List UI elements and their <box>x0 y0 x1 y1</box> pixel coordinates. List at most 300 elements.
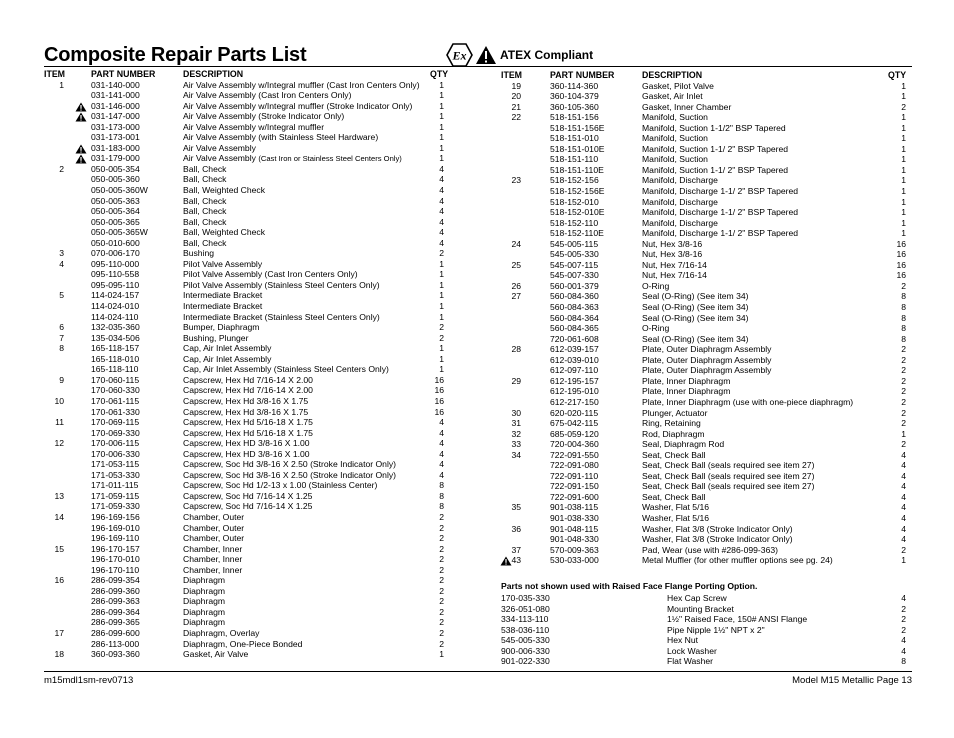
table-row <box>501 397 911 408</box>
warning-triangle-icon <box>475 45 497 65</box>
table-row <box>44 533 454 544</box>
quantity: 2 <box>901 396 906 407</box>
quantity: 16 <box>434 395 444 406</box>
part-number: 031-141-000 <box>91 90 140 101</box>
table-row <box>501 91 911 102</box>
part-description: Lock Washer <box>667 645 717 656</box>
part-description: Capscrew, Hex Hd 5/16-18 X 1.75 <box>183 417 313 428</box>
part-description: Cap, Air Inlet Assembly (Stainless Steel Centers Only) <box>183 364 389 375</box>
page-title: Composite Repair Parts List <box>44 44 307 66</box>
table-row <box>44 385 454 396</box>
part-description: Manifold, Suction 1-1/ 2" BSP Tapered <box>642 164 789 175</box>
quantity: 1 <box>901 228 906 239</box>
part-number: 901-038-330 <box>550 512 599 523</box>
quantity: 16 <box>434 406 444 417</box>
item-number: 24 <box>511 238 521 249</box>
table-row <box>501 112 911 123</box>
item-number: 6 <box>59 322 64 333</box>
table-row <box>501 355 911 366</box>
table-row <box>44 333 454 344</box>
quantity: 1 <box>901 207 906 218</box>
item-number: 43 <box>511 555 521 566</box>
part-description: Plate, Inner Diaphragm (use with one-piece diaphragm) <box>642 396 854 407</box>
part-description: Air Valve Assembly (Cast Iron Centers Only) <box>183 90 352 101</box>
item-number: 25 <box>511 259 521 270</box>
quantity: 1 <box>901 122 906 133</box>
part-number: 334-113-110 <box>501 614 549 625</box>
part-description: Manifold, Discharge <box>642 175 718 186</box>
part-description: Capscrew, Hex Hd 3/8-16 X 1.75 <box>183 395 309 406</box>
part-number: 901-022-330 <box>501 656 550 667</box>
quantity: 2 <box>901 375 906 386</box>
flange-option-parts <box>501 580 911 667</box>
quantity: 1 <box>439 269 444 280</box>
part-number: 196-170-110 <box>91 564 140 575</box>
table-row <box>44 101 454 112</box>
table-row <box>501 133 911 144</box>
quantity: 8 <box>901 323 906 334</box>
table-row <box>501 656 911 667</box>
part-description: Diaphragm <box>183 575 226 586</box>
part-description: Diaphragm <box>183 606 226 617</box>
quantity: 16 <box>434 385 444 396</box>
part-number: 165-118-110 <box>91 364 139 375</box>
quantity: 1 <box>901 91 906 102</box>
part-number: 170-060-330 <box>91 385 140 396</box>
quantity: 8 <box>901 656 906 667</box>
quantity: 1 <box>439 132 444 143</box>
table-row <box>501 365 911 376</box>
quantity: 2 <box>439 248 444 259</box>
part-number: 286-099-360 <box>91 585 140 596</box>
item-number: 4 <box>59 258 64 269</box>
table-row <box>501 593 911 604</box>
table-row <box>501 270 911 281</box>
part-description: Plate, Outer Diaphragm Assembly <box>642 354 772 365</box>
part-description: Cap, Air Inlet Assembly <box>183 343 272 354</box>
part-number: 031-140-000 <box>91 79 140 90</box>
table-row <box>44 132 454 143</box>
part-description: Ball, Check <box>183 195 227 206</box>
quantity: 1 <box>901 175 906 186</box>
part-number: 170-061-115 <box>91 395 140 406</box>
table-row <box>44 364 454 375</box>
quantity: 2 <box>439 638 444 649</box>
part-number: 171-053-115 <box>91 459 140 470</box>
header-qty: QTY <box>888 70 907 80</box>
part-number: 685-059-120 <box>550 428 599 439</box>
table-header <box>501 70 911 81</box>
part-number: 114-024-157 <box>91 290 140 301</box>
part-number: 286-099-600 <box>91 627 140 638</box>
part-number: 545-005-330 <box>550 249 599 260</box>
part-description: Air Valve Assembly w/Integral muffler (Cast Iron Centers Only) <box>183 79 420 90</box>
table-row <box>44 617 454 628</box>
part-description: Plate, Outer Diaphragm Assembly <box>642 344 772 355</box>
quantity: 2 <box>439 627 444 638</box>
table-row <box>501 291 911 302</box>
quantity: 4 <box>439 469 444 480</box>
part-number: 114-024-010 <box>91 301 140 312</box>
part-description: Seat, Check Ball <box>642 449 706 460</box>
part-description: Intermediate Bracket <box>183 301 263 312</box>
item-number: 18 <box>54 649 64 660</box>
part-number: 170-069-330 <box>91 427 140 438</box>
part-description: Ball, Check <box>183 206 227 217</box>
quantity: 4 <box>439 448 444 459</box>
table-row <box>44 628 454 639</box>
table-row <box>44 164 454 175</box>
part-description: Cap, Air Inlet Assembly <box>183 353 272 364</box>
part-description: Manifold, Suction <box>642 154 708 165</box>
quantity: 1 <box>901 143 906 154</box>
part-number: 171-053-330 <box>91 469 140 480</box>
part-description: Capscrew, Hex HD 3/8-16 X 1.00 <box>183 438 310 449</box>
quantity: 1 <box>439 258 444 269</box>
part-number: 530-033-000 <box>550 555 599 566</box>
quantity: 1 <box>901 555 906 566</box>
quantity: 1 <box>901 112 906 123</box>
part-description: Manifold, Discharge 1-1/ 2" BSP Tapered <box>642 186 799 197</box>
table-row <box>44 217 454 228</box>
quantity: 1 <box>439 311 444 322</box>
quantity: 4 <box>901 645 906 656</box>
part-number: 286-099-363 <box>91 596 140 607</box>
table-row <box>44 312 454 323</box>
part-description: Seal (O-Ring) (See item 34) <box>642 291 749 302</box>
part-description: Bumper, Diaphragm <box>183 322 260 333</box>
part-description: Manifold, Discharge 1-1/ 2" BSP Tapered <box>642 228 799 239</box>
part-description: Plate, Inner Diaphragm <box>642 386 731 397</box>
quantity: 4 <box>439 185 444 196</box>
part-number: 518-151-156E <box>550 122 605 133</box>
quantity: 2 <box>439 617 444 628</box>
part-number: 612-195-010 <box>550 386 599 397</box>
table-row <box>44 153 454 164</box>
part-description: Air Valve Assembly (with Stainless Steel Hardware) <box>183 132 379 143</box>
quantity: 1 <box>439 279 444 290</box>
table-row <box>501 614 911 625</box>
part-description: Chamber, Outer <box>183 522 245 533</box>
quantity: 4 <box>901 534 906 545</box>
part-number: 031-146-000 <box>91 100 140 111</box>
item-number: 28 <box>511 344 521 355</box>
table-row <box>501 492 911 503</box>
part-description: Plate, Inner Diaphragm <box>642 375 731 386</box>
quantity: 8 <box>439 480 444 491</box>
quantity: 16 <box>896 238 906 249</box>
part-number: 722-091-600 <box>550 491 599 502</box>
table-row <box>44 565 454 576</box>
part-description: Seat, Check Ball (seals required see item 27) <box>642 470 815 481</box>
part-description: Seat, Check Ball (seals required see item 27) <box>642 460 815 471</box>
quantity: 4 <box>901 593 906 603</box>
item-number: 9 <box>59 374 64 385</box>
table-row <box>44 459 454 470</box>
table-row <box>501 555 911 566</box>
table-row <box>501 534 911 545</box>
table-row <box>501 545 911 556</box>
item-number: 14 <box>54 511 64 522</box>
part-description: Nut, Hex 7/16-14 <box>642 259 707 270</box>
part-description: Seal (O-Ring) (See item 34) <box>642 312 749 323</box>
table-row <box>501 635 911 646</box>
part-number: 360-105-360 <box>550 101 599 112</box>
item-number: 30 <box>511 407 521 418</box>
part-description: Gasket, Air Valve <box>183 649 249 660</box>
quantity: 2 <box>901 280 906 291</box>
quantity: 2 <box>439 533 444 544</box>
part-number: 170-069-115 <box>91 417 140 428</box>
part-description: Pilot Valve Assembly (Stainless Steel Centers Only) <box>183 279 380 290</box>
quantity: 1 <box>439 343 444 354</box>
quantity: 4 <box>439 438 444 449</box>
part-description: Diaphragm, One-Piece Bonded <box>183 638 303 649</box>
table-row <box>44 343 454 354</box>
quantity: 1 <box>439 100 444 111</box>
part-description: 1½" Raised Face, 150# ANSI Flange <box>667 614 808 625</box>
table-row <box>501 418 911 429</box>
part-number: 545-007-115 <box>550 259 599 270</box>
part-number: 518-151-110E <box>550 164 604 175</box>
table-row <box>44 301 454 312</box>
part-number: 070-006-170 <box>91 248 140 259</box>
table-row <box>501 376 911 387</box>
quantity: 2 <box>439 606 444 617</box>
part-number: 050-005-364 <box>91 206 140 217</box>
table-row <box>44 438 454 449</box>
part-number: 132-035-360 <box>91 322 140 333</box>
part-number: 518-152-010E <box>550 207 605 218</box>
part-description: Bushing, Plunger <box>183 332 249 343</box>
part-number: 171-059-330 <box>91 501 140 512</box>
quantity: 2 <box>901 101 906 112</box>
quantity: 2 <box>901 386 906 397</box>
part-description: Gasket, Inner Chamber <box>642 101 732 112</box>
table-row <box>501 197 911 208</box>
item-number: 29 <box>511 375 521 386</box>
table-row <box>44 639 454 650</box>
item-number: 21 <box>511 101 521 112</box>
part-description: Diaphragm <box>183 596 226 607</box>
table-row <box>44 122 454 133</box>
part-description: Bushing <box>183 248 215 259</box>
part-number: 518-151-156 <box>550 112 599 123</box>
parts-table-left <box>44 69 454 660</box>
table-row <box>44 111 454 122</box>
part-number: 545-007-330 <box>550 270 599 281</box>
atex-badge <box>446 42 593 68</box>
part-description: Capscrew, Soc Hd 3/8-16 X 2.50 (Stroke Indicator Only) <box>183 459 397 470</box>
part-number: 722-091-150 <box>550 481 599 492</box>
part-number: 612-217-150 <box>550 396 599 407</box>
quantity: 4 <box>439 417 444 428</box>
table-row <box>501 460 911 471</box>
part-number: 612-195-157 <box>550 375 599 386</box>
part-number: 050-005-360W <box>91 185 148 196</box>
part-number: 170-035-330 <box>501 593 550 603</box>
item-number: 22 <box>511 112 521 123</box>
quantity: 16 <box>434 374 444 385</box>
part-number: 050-005-365W <box>91 227 148 238</box>
table-row <box>44 238 454 249</box>
part-number: 518-152-010 <box>550 196 599 207</box>
doc-revision: m15mdl1sm-rev0713 <box>44 675 134 686</box>
part-number: 675-042-115 <box>550 418 599 429</box>
quantity: 1 <box>439 649 444 660</box>
item-number: 15 <box>54 543 64 554</box>
part-number: 170-006-330 <box>91 448 140 459</box>
item-number: 36 <box>511 523 521 534</box>
part-number: 722-091-110 <box>550 470 599 481</box>
item-number: 37 <box>511 544 521 555</box>
quantity: 4 <box>439 237 444 248</box>
part-description: Capscrew, Hex Hd 3/8-16 X 1.75 <box>183 406 309 417</box>
ex-symbol: Ex <box>452 48 467 63</box>
table-row <box>501 175 911 186</box>
part-description: Ball, Check <box>183 216 227 227</box>
part-number: 720-004-360 <box>550 439 599 450</box>
part-number: 286-099-354 <box>91 575 140 586</box>
part-number: 050-005-363 <box>91 195 140 206</box>
table-row <box>44 544 454 555</box>
table-row <box>44 607 454 618</box>
quantity: 4 <box>439 163 444 174</box>
table-row <box>44 269 454 280</box>
quantity: 1 <box>439 142 444 153</box>
quantity: 4 <box>439 216 444 227</box>
part-description: Chamber, Inner <box>183 554 243 565</box>
part-description: Pilot Valve Assembly <box>183 258 263 269</box>
part-description: Plate, Outer Diaphragm Assembly <box>642 365 772 376</box>
quantity: 1 <box>901 133 906 144</box>
quantity: 2 <box>439 322 444 333</box>
table-row <box>44 596 454 607</box>
item-number: 34 <box>511 449 521 460</box>
item-number: 33 <box>511 439 521 450</box>
table-row <box>44 491 454 502</box>
quantity: 4 <box>901 449 906 460</box>
table-row <box>501 471 911 482</box>
table-row <box>501 604 911 615</box>
table-row <box>501 165 911 176</box>
quantity: 2 <box>901 418 906 429</box>
header-description: DESCRIPTION <box>642 70 703 80</box>
part-number: 538-036-110 <box>501 624 550 635</box>
table-row <box>44 227 454 238</box>
part-description: Chamber, Inner <box>183 564 243 575</box>
quantity: 2 <box>439 332 444 343</box>
quantity: 16 <box>896 270 906 281</box>
quantity: 1 <box>439 90 444 101</box>
item-number: 10 <box>54 395 64 406</box>
quantity: 2 <box>439 575 444 586</box>
table-row <box>501 186 911 197</box>
part-number: 031-173-001 <box>91 132 140 143</box>
item-number: 32 <box>511 428 521 439</box>
part-number: 545-005-115 <box>550 238 599 249</box>
part-number: 518-151-010 <box>550 133 599 144</box>
quantity: 8 <box>439 501 444 512</box>
part-number: 560-084-364 <box>550 312 599 323</box>
part-number: 196-169-156 <box>91 511 140 522</box>
quantity: 2 <box>901 624 906 635</box>
quantity: 2 <box>901 344 906 355</box>
table-row <box>44 143 454 154</box>
part-description: Capscrew, Soc Hd 3/8-16 X 2.50 (Stroke Indicator Only) <box>183 469 397 480</box>
part-number: 095-095-110 <box>91 279 140 290</box>
part-description: Air Valve Assembly (Stroke Indicator Only) <box>183 111 345 122</box>
part-description: Chamber, Inner <box>183 543 243 554</box>
part-number: 901-048-330 <box>550 534 599 545</box>
part-description: Capscrew, Soc Hd 7/16-14 X 1.25 <box>183 501 313 512</box>
quantity: 2 <box>439 543 444 554</box>
part-description: Washer, Flat 5/16 <box>642 502 710 513</box>
table-row <box>44 174 454 185</box>
quantity: 1 <box>439 153 444 164</box>
part-number: 612-097-110 <box>550 365 599 376</box>
table-row <box>44 396 454 407</box>
part-number: 901-048-115 <box>550 523 599 534</box>
item-number: 7 <box>59 332 64 343</box>
item-number: 8 <box>59 343 64 354</box>
item-number: 20 <box>511 91 521 102</box>
part-description: Plunger, Actuator <box>642 407 708 418</box>
atex-label: ATEX Compliant <box>500 48 594 62</box>
part-number: 050-005-360 <box>91 174 140 185</box>
item-number: 27 <box>511 291 521 302</box>
table-row <box>501 408 911 419</box>
table-header <box>44 69 454 80</box>
table-row <box>44 428 454 439</box>
part-number: 360-114-360 <box>550 80 599 91</box>
table-row <box>501 249 911 260</box>
quantity: 2 <box>901 544 906 555</box>
description-note: (Cast Iron or Stainless Steel Centers Only) <box>258 154 402 164</box>
table-row <box>501 334 911 345</box>
table-row <box>44 575 454 586</box>
part-description: Manifold, Discharge <box>642 196 718 207</box>
part-number: 170-061-330 <box>91 406 140 417</box>
part-description: O-Ring <box>642 323 670 334</box>
table-row <box>44 407 454 418</box>
part-number: 620-020-115 <box>550 407 599 418</box>
part-description: Washer, Flat 5/16 <box>642 512 710 523</box>
part-description: Ball, Check <box>183 237 227 248</box>
table-row <box>44 80 454 91</box>
quantity: 4 <box>439 459 444 470</box>
part-description: Nut, Hex 3/8-16 <box>642 249 703 260</box>
quantity: 2 <box>901 439 906 450</box>
quantity: 1 <box>439 364 444 375</box>
part-description: Mounting Bracket <box>667 603 734 614</box>
table-row <box>44 280 454 291</box>
table-row <box>44 354 454 365</box>
item-number: 26 <box>511 280 521 291</box>
quantity: 1 <box>901 217 906 228</box>
quantity: 1 <box>439 111 444 122</box>
part-number: 612-039-010 <box>550 354 599 365</box>
part-description: Ball, Check <box>183 163 227 174</box>
part-number: 196-170-010 <box>91 554 140 565</box>
part-number: 031-179-000 <box>91 153 140 164</box>
quantity: 4 <box>901 512 906 523</box>
part-description: Hex Nut <box>667 635 699 646</box>
part-description: Diaphragm <box>183 585 226 596</box>
part-number: 560-084-360 <box>550 291 599 302</box>
part-description: Gasket, Pilot Valve <box>642 80 714 91</box>
table-row <box>44 586 454 597</box>
